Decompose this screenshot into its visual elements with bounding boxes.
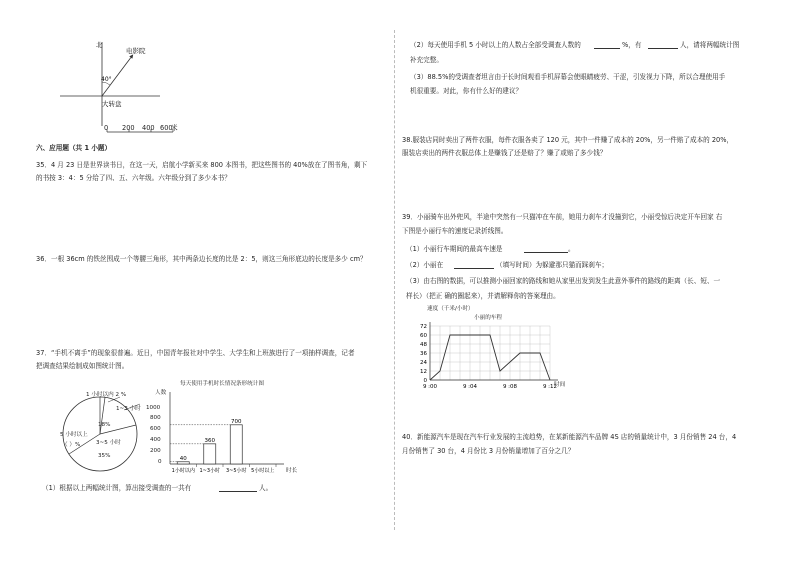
bar-value-label: 700: [231, 418, 242, 425]
q39-sub2-b: （填写时间）为躲避那只猫而踩刹车；: [496, 261, 609, 269]
center-label: 大转盘: [102, 100, 122, 108]
q37-sub2-prefix: （2）每天使用手机 5 小时以上的人数占全部受调查人数的: [410, 41, 581, 49]
bar-y-tick: 600: [150, 426, 161, 432]
line-y-tick: 60: [420, 333, 427, 339]
q37-sub2-mid: %，有: [622, 41, 642, 49]
line-chart-xlabel: 时间: [554, 382, 566, 388]
q39-sub3-line1: （3）由右图的数据，可以推测小丽回家的路线和她从家里出发到发生此意外事件的路线的距离（长、短、一: [406, 277, 721, 285]
total-answer-blank[interactable]: [219, 491, 257, 492]
line-x-tick: 9 :12: [542, 384, 558, 390]
bar-chart-xlabel: 时长: [286, 468, 298, 474]
line-x-tick: 9 :08: [502, 384, 518, 390]
pie-label-35pct: 35%: [98, 453, 111, 459]
q39-line1: 39．小丽骑车出外兜风，半途中突然有一只猫冲在车前，她用力刹车才没撞到它，小丽受惊后决定开车回家 右: [402, 213, 723, 221]
line-y-tick: 48: [420, 342, 427, 348]
q37-sub1-prefix: （1）根据以上两幅统计图，算出接受调查的一共有: [42, 484, 192, 492]
bar-y-tick: 1000: [146, 405, 161, 411]
brake-time-blank[interactable]: [454, 268, 494, 269]
line-x-tick: 9 :04: [462, 384, 478, 390]
q37-line2: 把调查结果绘制成如图统计图。: [36, 362, 129, 370]
bar-category-label: 3~5小时: [225, 468, 247, 474]
bar-category-label: 1~3小时: [199, 468, 221, 474]
q38-line1: 38.服装店同时卖出了两件衣服，每件衣服各卖了 120 元，其中一件赚了成本的 20%，另一件赔了成本的 20%，: [402, 136, 734, 144]
pie-label-1-3h: 1~3 小时: [116, 406, 141, 412]
scale-tick-200: 200: [122, 124, 135, 132]
bar-value-label: 40: [179, 455, 187, 462]
pie-label-18pct: 18%: [98, 422, 111, 428]
people-answer-blank[interactable]: [648, 48, 678, 49]
line-chart-ylabel: 速度（千米/小时）: [427, 306, 474, 312]
cinema-label: 电影院: [126, 47, 146, 55]
q40-line2: 月份销售了 30 台，4 月份比 3 月份销量增加了百分之几？: [402, 447, 575, 455]
line-y-tick: 12: [420, 369, 427, 375]
line-y-tick: 36: [420, 351, 427, 357]
bar: [177, 462, 189, 464]
line-y-tick: 0: [423, 378, 427, 384]
bar: [204, 444, 216, 464]
scale-tick-600: 600: [160, 124, 173, 132]
bar-value-label: 360: [204, 437, 215, 444]
q35-line2: 的书按 3：4：5 分给了四、五、六年级。六年级分到了多少本书？: [36, 174, 231, 182]
pie-label-over5h: 5 小时以上: [60, 432, 88, 438]
bar-y-tick: 200: [150, 448, 161, 454]
q39-sub3-line2: 样长）（把正 确的圈起来），并请解释你的答案理由。: [406, 292, 560, 300]
max-speed-blank[interactable]: [524, 252, 568, 253]
bar-chart-ylabel: 人数: [155, 390, 167, 396]
bar-category-label: 5小时以上: [251, 468, 275, 474]
q39-sub1-end: 。: [568, 245, 575, 253]
line-y-tick: 72: [420, 324, 427, 330]
q38-line2: 服装店卖出的两件衣服总体上是赚钱了还是赔了？赚了或赔了多少钱？: [402, 149, 607, 157]
q37-sub3-line1: （3）88.5%的受调查者坦言由于长时间观看手机屏幕会使眼睛疲劳、干涩，引发视力下降，所以合理使用手: [410, 73, 726, 81]
line-x-tick: 9 :00: [422, 384, 438, 390]
q39-sub1: （1）小丽行车期间的最高车速是: [406, 245, 503, 253]
column-divider: [394, 30, 395, 530]
percent-answer-blank[interactable]: [594, 48, 620, 49]
section-heading: 六、应用题（共 1 小题）: [36, 144, 112, 152]
scale-tick-400: 400: [142, 124, 155, 132]
q37-sub3-line2: 机很重要。对此，你有什么好的建议？: [410, 87, 523, 95]
north-label: 北: [96, 41, 103, 49]
q39-line2: 下图是小丽行车的速度记录折线图。: [402, 227, 508, 235]
bar-chart-title: 每天使用手机时长情况条形统计图: [180, 381, 264, 387]
q40-line1: 40．新能源汽车是现在汽车行业发展的主流趋势，在某新能源汽车品牌 4S 店的销量统计中，3 月份销售 24 台，4: [402, 433, 737, 441]
bar-y-tick: 0: [158, 459, 162, 465]
line-y-tick: 24: [420, 360, 427, 366]
pie-label-3-5h: 3~5 小时: [96, 440, 121, 446]
angle-label: 40°: [101, 76, 112, 83]
pie-label-blank: （ ）%: [62, 442, 81, 448]
q37-sub2-line2: 补充完整。: [410, 56, 443, 64]
q37-line1: 37．“手机不离手”的现象很普遍。近日，中国青年报社对中学生、大学生和上班族进行了一项抽样调查，记者: [36, 349, 355, 357]
bar-y-tick: 800: [150, 415, 161, 421]
bar-category-label: 1小时以内: [171, 468, 195, 474]
bar-chart: [164, 390, 284, 476]
bar: [230, 425, 242, 464]
scale-tick-0: 0: [104, 124, 109, 132]
bar-y-tick: 400: [150, 437, 161, 443]
q37-sub2-end: 人，请将两幅统计图: [680, 41, 740, 49]
q37-sub1-suffix: 人。: [259, 484, 273, 492]
direction-map: [60, 34, 210, 134]
scale-unit: 米: [171, 124, 178, 132]
line-chart: [400, 318, 570, 398]
q39-sub2-a: （2）小丽在: [406, 261, 444, 269]
pie-label-under1h: 1 小时以内 2 %: [86, 392, 127, 398]
line-chart-title: 小丽的车程: [474, 315, 502, 321]
q35-line1: 35．4 月 23 日是世界读书日，在这一天，启航小学新买来 800 本图书，把这些图书的 40%放在了图书角，剩下: [36, 161, 368, 169]
q36-text: 36．一根 36cm 的铁丝围成一个等腰三角形，其中两条边长度的比是 2：5，则这三角形底边的长度是多少 cm？: [36, 255, 367, 263]
